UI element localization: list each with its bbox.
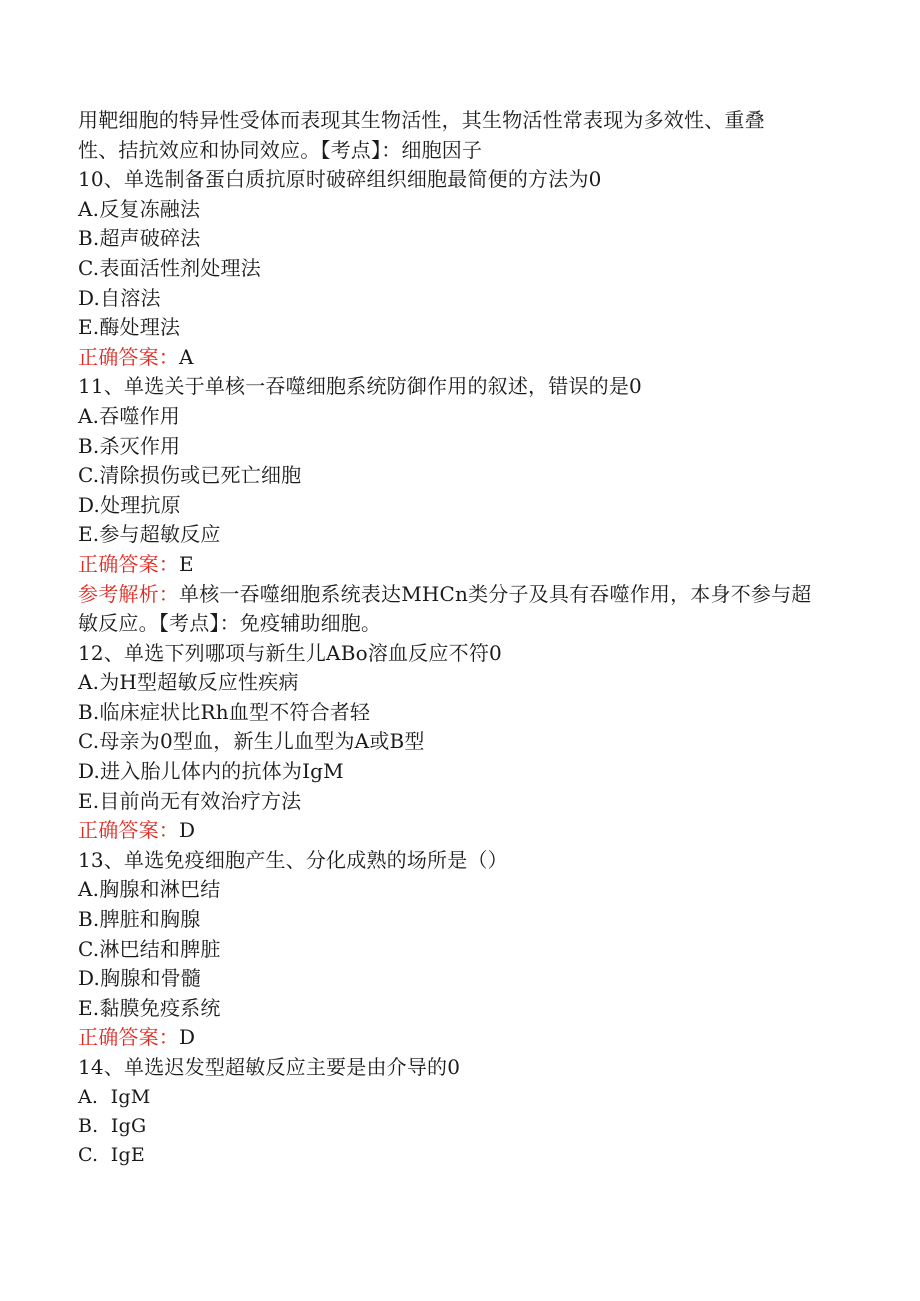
- question-11-option-d: D.处理抗原: [78, 492, 181, 517]
- intro-line-1: 用靶细胞的特异性受体而表现其生物活性，其生物活性常表现为多效性、重叠: [78, 108, 765, 132]
- question-10-option-b: B.超声破碎法: [78, 226, 201, 251]
- answer-label: 正确答案：: [78, 818, 179, 843]
- question-10-option-d: D.自溶法: [78, 285, 161, 310]
- analysis-label: 参考解析：: [78, 581, 179, 606]
- question-10-option-c: C.表面活性剂处理法: [78, 255, 261, 280]
- question-13-option-c: C.淋巴结和脾脏: [78, 936, 221, 961]
- question-14-option-c: C. IgE: [78, 1143, 145, 1166]
- question-10-option-a: A.反复冻融法: [78, 196, 201, 221]
- question-11-analysis-line-2: 敏反应。【考点】：免疫辅助细胞。: [78, 611, 382, 636]
- question-10-option-e: E.酶处理法: [78, 315, 181, 340]
- question-14-stem: 14、单选迟发型超敏反应主要是由介导的0: [78, 1055, 461, 1079]
- question-11-stem: 11、单选关于单核一吞噬细胞系统防御作用的叙述，错误的是0: [78, 374, 642, 399]
- intro-line-2: 性、拮抗效应和协同效应。【考点】：细胞因子: [78, 137, 483, 162]
- question-12-option-b: B.临床症状比Rh血型不符合者轻: [78, 699, 371, 724]
- question-14-option-b: B. IgG: [78, 1114, 147, 1137]
- answer-value: A: [179, 344, 194, 369]
- question-11-answer: [78, 550, 848, 580]
- question-11-option-c: C.清除损伤或已死亡细胞: [78, 463, 302, 488]
- question-13-option-e: E.黏膜免疫系统: [78, 995, 221, 1020]
- answer-label: 正确答案：: [78, 1025, 179, 1050]
- question-13-answer: [78, 1023, 848, 1053]
- question-12-option-a: A.为H型超敏反应性疾病: [78, 670, 299, 695]
- question-13-option-b: B.脾脏和胸腺: [78, 907, 201, 932]
- answer-value: D: [179, 818, 196, 843]
- question-11-option-b: B.杀灭作用: [78, 433, 181, 458]
- question-11-option-e: E.参与超敏反应: [78, 522, 221, 547]
- answer-label: 正确答案：: [78, 344, 179, 369]
- analysis-text: 单核一吞噬细胞系统表达MHCn类分子及具有吞噬作用，本身不参与超: [179, 581, 812, 606]
- question-13-stem: 13、单选免疫细胞产生、分化成熟的场所是（）: [78, 847, 508, 872]
- question-12-stem: 12、单选下列哪项与新生儿ABo溶血反应不符0: [78, 640, 502, 665]
- question-10-stem: 10、单选制备蛋白质抗原时破碎组织细胞最简便的方法为0: [78, 167, 602, 192]
- answer-label: 正确答案：: [78, 551, 179, 576]
- question-11-option-a: A.吞噬作用: [78, 403, 181, 428]
- question-10-answer: [78, 343, 848, 373]
- question-12-option-d: D.进入胎儿体内的抗体为IgM: [78, 759, 344, 784]
- question-12-option-c: C.母亲为0型血，新生儿血型为A或B型: [78, 729, 425, 754]
- question-13-option-d: D.胸腺和骨髓: [78, 966, 202, 991]
- document-page: [78, 106, 848, 1170]
- answer-value: D: [179, 1025, 196, 1050]
- question-13-option-a: A.胸腺和淋巴结: [78, 877, 221, 902]
- answer-value: E: [179, 551, 194, 576]
- question-12-answer: [78, 816, 848, 846]
- question-11-analysis-line-1: [78, 580, 848, 610]
- question-12-option-e: E.目前尚无有效治疗方法: [78, 788, 302, 813]
- question-14-option-a: A. IgM: [78, 1085, 151, 1108]
